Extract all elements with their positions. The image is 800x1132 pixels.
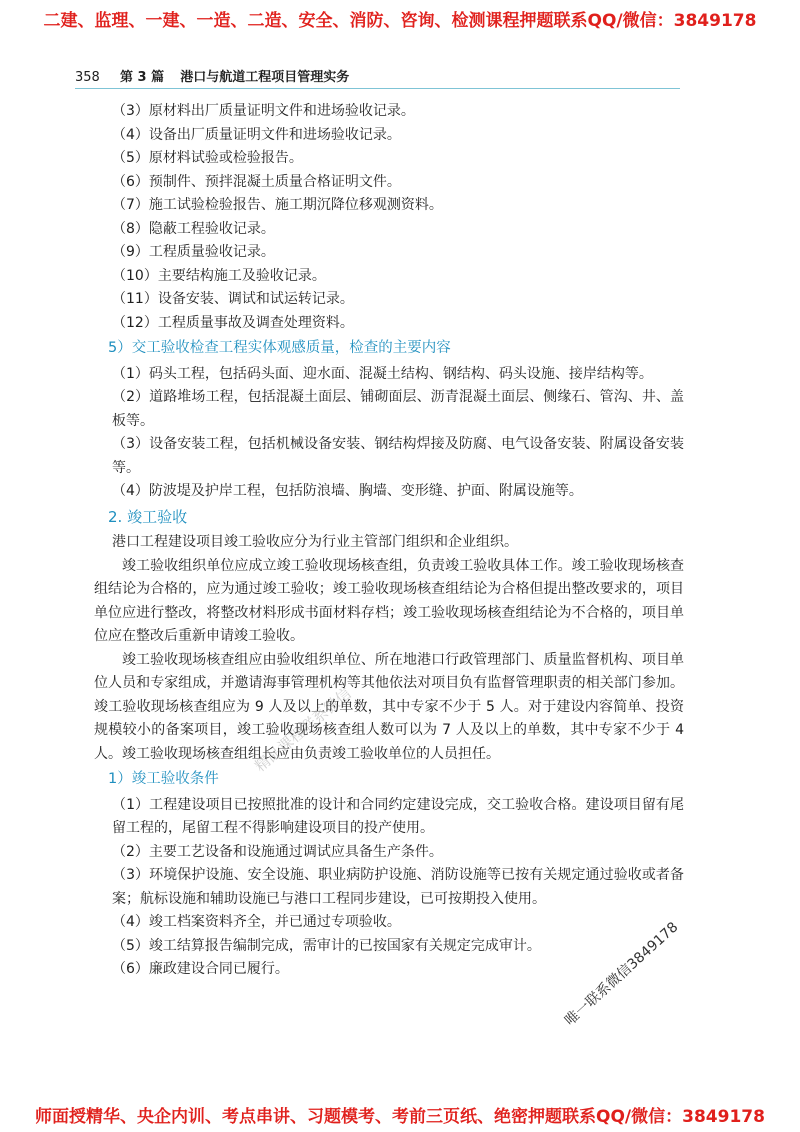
- list-item: （1）工程建设项目已按照批准的设计和合同约定建设完成，交工验收合格。建设项目留有尾留工程的，尾留工程不得影响建设项目的投产使用。: [112, 796, 684, 836]
- list-item: （5）原材料试验或检验报告。: [112, 150, 303, 166]
- watermark: 精品课程联系微信: [251, 684, 355, 776]
- list-item: （12）工程质量事故及调查处理资料。: [112, 314, 354, 331]
- list-item: （1）码头工程，包括码头面、迎水面、混凝土结构、钢结构、码头设施、接岸结构等。: [112, 365, 653, 382]
- list-item: （2）道路堆场工程，包括混凝土面层、铺砌面层、沥青混凝土面层、侧缘石、管沟、井、盖板等。: [112, 389, 684, 429]
- list-item: （7）施工试验检验报告、施工期沉降位移观测资料。: [112, 197, 443, 213]
- list-item: （2）主要工艺设备和设施通过调试应具备生产条件。: [112, 843, 443, 860]
- section-heading-inspection: 5）交工验收检查工程实体观感质量，检查的主要内容: [108, 340, 451, 356]
- part-label: 第 3 篇: [119, 70, 165, 85]
- watermark-contact: 唯一联系微信3849178: [562, 919, 682, 1030]
- list-item: （6）预制件、预拌混凝土质量合格证明文件。: [112, 173, 401, 190]
- top-promo-banner: 二建、监理、一建、一造、二造、安全、消防、咨询、检测课程押题联系QQ/微信：3849178: [43, 11, 757, 31]
- list-item: （5）竣工结算报告编制完成，需审计的已按国家有关规定完成审计。: [112, 937, 541, 954]
- page-body: [94, 100, 684, 982]
- list-item: （4）防波堤及护岸工程，包括防浪墙、胸墙、变形缝、护面、附属设施等。: [112, 483, 583, 499]
- paragraph: 竣工验收现场核查组应由验收组织单位、所在地港口行政管理部门、质量监督机构、项目单位人员和专家组成，并邀请海事管理机构等其他依法对项目负有监督管理职责的相关部门参加。竣工验收现场核查组应为 9 人及以上的单数，其中专家不少于 5 人。对于建设内容简单、投资规模较小的备案项目，竣工验收现场核查组人数可以为 7 人及以上的单数，其中专家不少于 4 人。竣工验收现场核查组组长应由负责竣工验收单位的人员担任。: [94, 651, 684, 762]
- list-item: （3）设备安装工程，包括机械设备安装、钢结构焊接及防腐、电气设备安装、附属设备安装等。: [112, 436, 684, 476]
- list-item: （4）竣工档案资料齐全，并已通过专项验收。: [112, 914, 401, 930]
- paragraph: 竣工验收组织单位应成立竣工验收现场核查组，负责竣工验收具体工作。竣工验收现场核查组结论为合格的，应为通过竣工验收；竣工验收现场核查组结论为合格但提出整改要求的，项目单位应进行整改，将整改材料形成书面材料存档；竣工验收现场核查组结论为不合格的，项目单位应在整改后重新申请竣工验收。: [94, 557, 684, 644]
- bottom-promo-banner: 师面授精华、央企内训、考点串讲、习题模考、考前三页纸、绝密押题联系QQ/微信：3849178: [35, 1107, 765, 1127]
- list-item: （11）设备安装、调试和试运转记录。: [112, 291, 354, 307]
- list-item: （8）隐蔽工程验收记录。: [112, 220, 275, 237]
- list-item: （10）主要结构施工及验收记录。: [112, 267, 326, 284]
- list-item: （4）设备出厂质量证明文件和进场验收记录。: [112, 126, 401, 143]
- paragraph: 港口工程建设项目竣工验收应分为行业主管部门组织和企业组织。: [112, 534, 518, 550]
- list-item: （3）原材料出厂质量证明文件和进场验收记录。: [112, 103, 415, 119]
- list-item: （3）环境保护设施、安全设施、职业病防护设施、消防设施等已按有关规定通过验收或者备案；航标设施和辅助设施已与港口工程同步建设，已可按期投入使用。: [112, 867, 684, 907]
- list-item: （6）廉政建设合同已履行。: [112, 961, 289, 977]
- header-divider: [75, 88, 680, 89]
- subsection-heading-conditions: 1）竣工验收条件: [108, 771, 219, 787]
- list-item: （9）工程质量验收记录。: [112, 244, 275, 260]
- part-title: 港口与航道工程项目管理实务: [180, 70, 350, 85]
- page-header: [75, 66, 680, 90]
- page-number: 358: [75, 70, 100, 85]
- section-heading-completion: 2. 竣工验收: [108, 507, 188, 526]
